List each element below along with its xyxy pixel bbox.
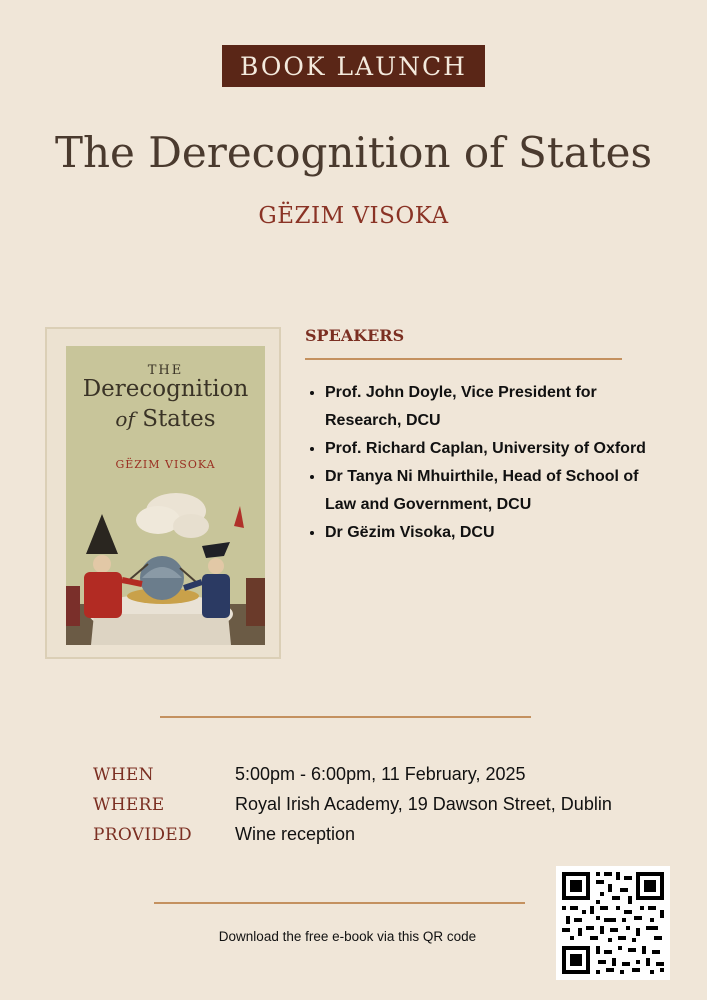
when-row xyxy=(93,765,693,791)
provided-label: PROVIDED xyxy=(93,825,192,845)
provided-value: Wine reception xyxy=(235,824,356,844)
author-name: GËZIM VISOKA xyxy=(258,203,449,229)
cover-title-main: Derecognition xyxy=(82,376,249,402)
cover-title-of-states xyxy=(66,406,265,432)
where-row xyxy=(93,795,693,821)
speaker-item: • Dr Gëzim Visoka, DCU xyxy=(325,519,670,547)
when-value: 5:00pm - 6:00pm, 11 February, 2025 xyxy=(235,764,526,784)
cover-illustration xyxy=(66,486,265,645)
when-label: WHEN xyxy=(93,765,154,785)
book-cover-frame xyxy=(45,327,281,659)
qr-code[interactable] xyxy=(556,866,670,980)
speakers-list xyxy=(305,379,670,547)
cover-title-the: THE xyxy=(147,363,184,378)
cover-title-of: of xyxy=(115,407,135,431)
cover-author: GËZIM VISOKA xyxy=(115,458,216,471)
section-divider xyxy=(160,716,531,718)
speaker-item: • Prof. Richard Caplan, University of Oxford xyxy=(325,435,670,463)
speakers-heading: SPEAKERS xyxy=(305,326,405,345)
download-instructions: Download the free e-book via this QR code xyxy=(218,929,477,944)
speaker-item: • Dr Tanya Ni Mhuirthile, Head of School of Law and Government, DCU xyxy=(325,463,670,519)
page-title: The Derecognition of States xyxy=(54,128,653,177)
book-cover xyxy=(66,346,265,645)
speakers-divider xyxy=(305,358,622,360)
provided-row xyxy=(93,825,693,851)
where-value: Royal Irish Academy, 19 Dawson Street, Dublin xyxy=(235,794,612,814)
where-label: WHERE xyxy=(93,795,165,815)
speaker-item: • Prof. John Doyle, Vice President for Research, DCU xyxy=(325,379,670,435)
cover-title-states: States xyxy=(142,406,216,432)
book-launch-badge: BOOK LAUNCH xyxy=(222,45,485,87)
footer-divider xyxy=(154,902,525,904)
